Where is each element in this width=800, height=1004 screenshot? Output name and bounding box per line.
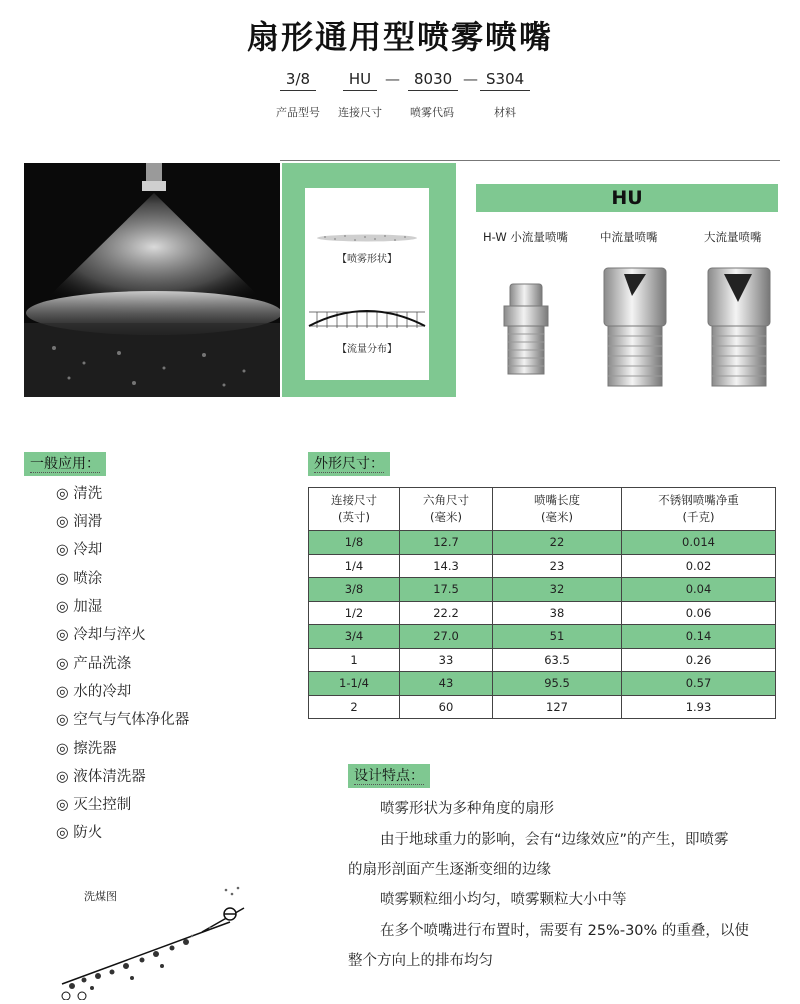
column-header: 六角尺寸 (毫米) — [400, 488, 493, 531]
hu-type-label: 中流量喷嘴 — [600, 230, 658, 244]
column-header: 连接尺寸 (英寸) — [309, 488, 400, 531]
feature-paragraph: 喷雾颗粒细小均匀，喷雾颗粒大小中等 — [380, 892, 627, 908]
coal-washing-label: 洗煤图 — [84, 890, 117, 903]
application-item: ◎ 润滑 — [56, 514, 103, 530]
table-row: 1/8 12.7 22 0.014 — [309, 531, 776, 555]
table-row: 1-1/4 43 95.5 0.57 — [309, 672, 776, 696]
feature-paragraph: 的扇形剖面产生逐渐变细的边缘 — [348, 862, 551, 878]
column-header: 喷嘴长度 (毫米) — [493, 488, 622, 531]
coal-washing-diagram — [52, 880, 252, 1004]
application-item: ◎ 加湿 — [56, 599, 103, 615]
column-header: 不锈钢喷嘴净重 (千克) — [622, 488, 776, 531]
application-item: ◎ 灭尘控制 — [56, 797, 132, 813]
feature-paragraph: 由于地球重力的影响，会有“边缘效应”的产生，即喷雾 — [380, 832, 729, 848]
table-row: 3/8 17.5 32 0.04 — [309, 578, 776, 602]
hu-type-label: H-W 小流量喷嘴 — [483, 230, 568, 244]
hu-type-label: 大流量喷嘴 — [704, 230, 762, 244]
table-row: 1 33 63.5 0.26 — [309, 648, 776, 672]
application-item: ◎ 水的冷却 — [56, 684, 132, 700]
model-code-separator: — — [385, 70, 400, 88]
feature-paragraph: 喷雾形状为多种角度的扇形 — [380, 801, 554, 817]
table-header-row — [309, 488, 776, 531]
model-code-material: S304 — [480, 70, 530, 88]
dimensions-table — [308, 487, 776, 719]
nozzle-small-image — [492, 278, 562, 382]
flow-distribution-label: 【流量分布】 — [337, 344, 397, 355]
application-item: ◎ 空气与气体净化器 — [56, 712, 190, 728]
feature-paragraph: 在多个喷嘴进行布置时，需要有 25%-30% 的重叠，以使 — [380, 923, 749, 939]
features-header: 设计特点： — [348, 764, 430, 788]
model-code-size: 3/8 — [278, 70, 318, 88]
table-row: 3/4 27.0 51 0.14 — [309, 625, 776, 649]
model-code-label: 连接尺寸 — [338, 106, 382, 119]
nozzle-medium-image — [596, 262, 674, 394]
application-item: ◎ 冷却与淬火 — [56, 627, 146, 643]
table-row: 2 60 127 1.93 — [309, 695, 776, 719]
model-code-separator: — — [463, 70, 478, 88]
hu-header: HU — [476, 184, 778, 212]
header-divider — [280, 160, 780, 161]
page-title: 扇形通用型喷雾喷嘴 — [246, 18, 553, 56]
table-row: 1/2 22.2 38 0.06 — [309, 601, 776, 625]
model-code-label: 产品型号 — [276, 106, 320, 119]
nozzle-large-image — [700, 262, 778, 394]
spray-pattern-label: 【喷雾形状】 — [337, 254, 397, 265]
application-item: ◎ 防火 — [56, 825, 103, 841]
application-item: ◎ 清洗 — [56, 486, 103, 502]
model-code-label: 材料 — [494, 106, 516, 119]
applications-header: 一般应用： — [24, 452, 106, 476]
application-item: ◎ 液体清洗器 — [56, 769, 146, 785]
model-code-spray: 8030 — [408, 70, 458, 88]
feature-paragraph: 整个方向上的排布均匀 — [348, 953, 493, 969]
table-row: 1/4 14.3 23 0.02 — [309, 554, 776, 578]
dimensions-header: 外形尺寸： — [308, 452, 390, 476]
application-item: ◎ 冷却 — [56, 542, 103, 558]
model-code-label: 喷雾代码 — [410, 106, 454, 119]
model-code-type: HU — [340, 70, 380, 88]
application-item: ◎ 喷涂 — [56, 571, 103, 587]
spray-photo — [24, 163, 280, 397]
application-item: ◎ 擦洗器 — [56, 741, 117, 757]
application-item: ◎ 产品洗涤 — [56, 656, 132, 672]
